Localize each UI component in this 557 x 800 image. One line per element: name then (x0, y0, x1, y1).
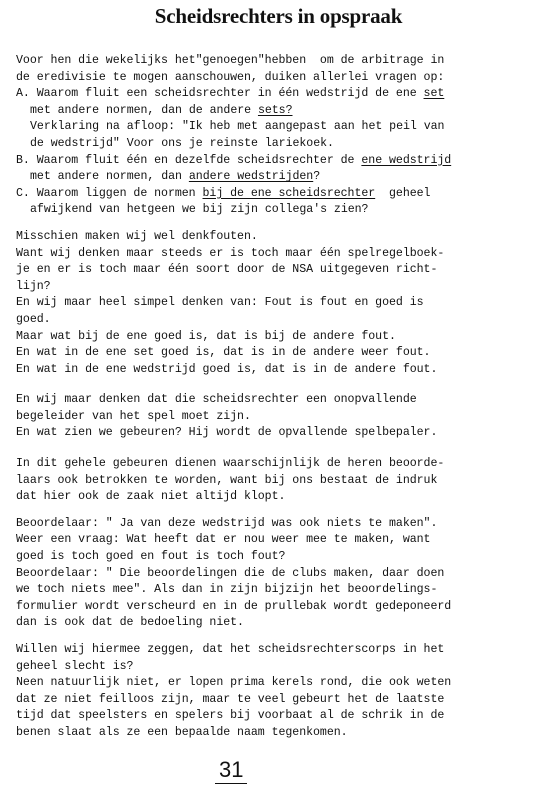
underlined-text: sets? (257, 103, 293, 117)
text-span: A. Waarom fluit een scheidsrechter in één wedstrijd de ene (16, 87, 424, 101)
text-line: Misschien maken wij wel denkfouten. (16, 229, 258, 243)
text-line: dat hier ook de zaak niet altijd klopt. (16, 490, 286, 504)
text-line: Maar wat bij de ene goed is, dat is bij de andere fout. (16, 329, 396, 343)
underlined-text: set (423, 87, 445, 101)
text-span: met andere normen, dan (30, 170, 189, 184)
text-line: Weer een vraag: Wat heeft dat er nou weer mee te maken, want (16, 533, 431, 547)
text-line: geheel slecht is? (16, 659, 134, 673)
intro-paragraph (16, 53, 546, 86)
question-b (16, 153, 546, 170)
text-line: begeleider van het spel moet zijn. (16, 409, 251, 423)
text-line: dan is ook dat de bedoeling niet. (16, 616, 244, 630)
text-line: benen slaat als ze een bepaalde naam tegenkomen. (16, 725, 348, 739)
text-line: tijd dat speelsters en spelers bij voorbaat al de schrik in de (16, 709, 445, 723)
question-list (16, 86, 546, 219)
text-line: Willen wij hiermee zeggen, dat het scheidsrechterscorps in het (16, 643, 445, 656)
text-line: Beoordelaar: " Ja van deze wedstrijd was ook niets te maken". (16, 516, 438, 530)
text-line: lijn? (16, 279, 51, 293)
text-line (16, 103, 546, 120)
text-line: Want wij denken maar steeds er is toch maar één spelregelboek- (16, 246, 445, 260)
text-span: geheel (375, 186, 431, 200)
text-span: met andere normen, dan de andere (30, 103, 258, 117)
paragraph-beoordelaar-quotes (16, 516, 546, 632)
question-a (16, 86, 546, 103)
text-line: goed is toch goed en fout is toch fout? (16, 550, 286, 564)
text-span: B. Waarom fluit één en dezelfde scheidsrechter de (16, 153, 362, 167)
question-c (16, 186, 546, 203)
text-line: En wat zien we gebeuren? Hij wordt de opvallende spelbepaler. (16, 426, 438, 440)
text-line: de eredivisie te mogen aanschouwen, duiken allerlei vragen op: (16, 70, 445, 84)
text-line: In dit gehele gebeuren dienen waarschijnlijk de heren beoorde- (16, 457, 445, 471)
text-line: Voor hen die wekelijks het"genoegen"hebben om de arbitrage in (16, 54, 445, 67)
text-line: formulier wordt verscheurd en in de prullebak wordt gedeponeerd (16, 599, 452, 613)
text-line (16, 169, 546, 186)
text-line: laars ook betrokken te worden, want bij ons bestaat de indruk (16, 473, 438, 487)
paragraph-conclusion (16, 642, 546, 742)
text-line: je en er is toch maar één soort door de NSA uitgegeven richt- (16, 263, 438, 277)
page-number: 31 (215, 758, 247, 784)
text-line: afwijkend van hetgeen we bij zijn collega's zien? (30, 203, 369, 217)
text-line: En wij maar denken dat die scheidsrechter een onopvallende (16, 393, 417, 407)
paragraph-denkfouten (16, 229, 546, 378)
paragraph-spelbepaler (16, 392, 546, 442)
text-line: Verklaring na afloop: "Ik heb met aangepast aan het peil van (30, 120, 445, 134)
text-line: En wat in de ene set goed is, dat is in de andere weer fout. (16, 346, 431, 360)
page-title: Scheidsrechters in opspraak (154, 4, 403, 28)
text-line: we toch niets mee". Als dan in zijn bijzijn het beoordelings- (16, 583, 438, 597)
text-line: En wat in de ene wedstrijd goed is, dat is in de andere fout. (16, 362, 438, 376)
text-line: de wedstrijd" Voor ons je reinste lariekoek. (30, 136, 334, 150)
text-span: C. Waarom liggen de normen (16, 186, 203, 200)
paragraph-beoordelaars (16, 456, 546, 506)
text-line: Beoordelaar: " Die beoordelingen die de clubs maken, daar doen (16, 566, 445, 580)
text-line: goed. (16, 312, 51, 326)
text-span: ? (313, 170, 321, 184)
text-line: En wij maar heel simpel denken van: Fout is fout en goed is (16, 296, 424, 310)
underlined-text: bij de ene scheidsrechter (202, 186, 376, 200)
text-line: dat ze niet feilloos zijn, maar te veel gebeurt het de laatste (16, 692, 445, 706)
underlined-text: andere wedstrijden (188, 170, 314, 184)
underlined-text: ene wedstrijd (361, 153, 452, 167)
text-line: Neen natuurlijk niet, er lopen prima kerels rond, die ook weten (16, 676, 452, 690)
article-body (16, 53, 546, 742)
